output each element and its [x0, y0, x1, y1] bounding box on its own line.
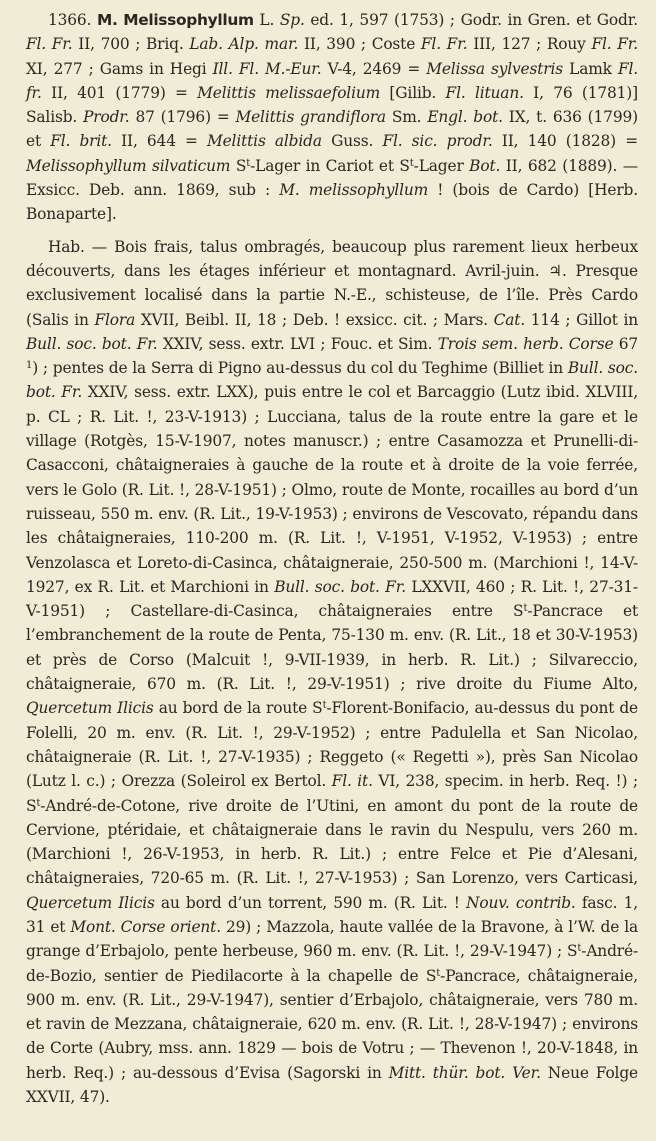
text-run: -Lager	[413, 156, 470, 175]
italic-citation: Fl. fr.	[26, 59, 638, 102]
italic-citation: Fl. Fr.	[420, 35, 468, 54]
text-run: II, 401 (1779) =	[41, 83, 198, 102]
italic-citation: Lab. Alp. mar.	[189, 35, 299, 54]
italic-citation: Fl. Fr.	[26, 35, 73, 54]
text-run: ed. 1, 597 (1753) ; Godr. in Gren. et Godr.	[304, 11, 638, 29]
species-name: Melissophyllum	[123, 11, 254, 29]
text-run: IX, t. 636 (1799) et	[26, 108, 638, 151]
superscript: t	[577, 943, 582, 955]
species-entry	[26, 8, 638, 227]
text-run: V-4, 2469 =	[321, 59, 427, 78]
italic-citation: Prodr.	[83, 108, 130, 127]
text-run: au bord d’un torrent, 590 m. (R. Lit. !	[154, 893, 467, 912]
italic-citation: Quercetum Ilicis	[26, 699, 154, 718]
text-run: 29) ; Mazzola, haute vallée de la Bravone, à l’W. de la grange d’Erbajolo, pente herbeuse, 960 m. env. (R. Lit. !, 29-V-1947) ; S	[26, 917, 639, 961]
italic-citation: Fl. it.	[331, 772, 373, 791]
text-run: -Pancrace, châtaigneraie, 900 m. env. (R. Lit., 29-V-1947), sentier d’Erbajolo, châtaigneraie, vers 780 m. et ravin de Mezzana, châtaigneraie, 620 m. env. (R. Lit. !, 28-V-1947) ; environs de Corte (Aubry, mss. ann. 1829 — bois de Votru ; — Thevenon !, 20-V-1848, in herb. Req.) ; au-dessous d’Evisa (Sagorski in	[26, 966, 638, 1082]
superscript: t	[409, 157, 414, 169]
text-run: -Lager in Cariot et S	[250, 156, 410, 175]
text-run: VI, 238, specim. in herb. Req. !) ; S	[26, 772, 638, 815]
text-run: -André-de-Bozio, sentier de Piedilacorte à la chapelle de S	[26, 942, 638, 985]
habitat-paragraph	[26, 235, 638, 1110]
italic-citation: Bull. soc. bot. Fr.	[274, 577, 406, 596]
italic-citation: Cat.	[493, 310, 526, 329]
italic-citation: Fl. lituan.	[445, 83, 524, 102]
italic-citation: Flora	[94, 310, 136, 329]
text-run: -Florent-Bonifacio, au-dessus du pont de Folelli, 20 m. env. (R. Lit. !, 29-V-1952) ; entre Padulella et San Nicolao, châtaigneraie (R. Lit. !, 27-V-1935) ; Reggeto (« Regetti »), près San Nicolao (Lutz l. c.) ; Orezza (Soleirol ex Bertol.	[26, 699, 638, 791]
italic-citation: Bull. soc. bot. Fr.	[26, 334, 158, 353]
text-run: -Pancrace et l’embranchement de la route de Penta, 75-130 m. env. (R. Lit., 18 et 30-V-1953) et près de Corso (Malcuit !, 9-VII-1939, in herb. R. Lit.) ; Silvareccio, châtaigneraie, 670 m. (R. Lit. !, 29-V-1951) ; rive droite du Fiume Alto,	[26, 602, 638, 694]
superscript: t	[36, 797, 41, 809]
superscript: t	[322, 700, 327, 712]
italic-citation: Mitt. thür. bot. Ver.	[388, 1063, 541, 1082]
text-run: -André-de-Cotone, rive droite de l’Utini, en amont du pont de la route de Cervione, ptéridaie, et châtaigneraie dans le ravin du Nespulu, vers 260 m. (Marchioni !, 26-V-1953, in herb. R. Lit.) ; entre Felce et Pie d’Alesani, châtaigneraies, 720-65 m. (R. Lit. !, 27-V-1953) ; San Lorenzo, vers Carticasi,	[26, 796, 638, 888]
italic-citation: Melittis albida	[206, 132, 322, 151]
text-run: S	[230, 156, 247, 175]
superscript: t	[436, 967, 441, 979]
text-run: Hab. — Bois frais, talus ombragés, beaucoup plus rarement lieux herbeux découverts, dans les étages inférieur et montagnard. Avril-juin. ♃. Presque exclusivement localisé dans la partie N.-E., schisteuse, de l’île. Près Cardo (Salis in	[26, 237, 638, 329]
text-run: II, 390 ; Coste	[298, 35, 421, 54]
text-run: XXIV, sess. extr. LVI ; Fouc. et Sim.	[157, 334, 438, 353]
text-run: I, 76 (1781)] Salisb.	[26, 83, 638, 127]
italic-citation: Sp.	[279, 11, 305, 29]
text-run: 87 (1796) =	[129, 108, 236, 127]
italic-citation: Fl. Fr.	[591, 35, 639, 54]
italic-citation: Fl. brit.	[50, 132, 112, 151]
text-run: II, 644 =	[111, 132, 207, 151]
habitat-text	[26, 238, 638, 1106]
italic-citation: M. melissophyllum	[279, 181, 429, 200]
italic-citation: Bot.	[469, 156, 501, 175]
italic-citation: Mont. Corse orient.	[70, 917, 221, 936]
italic-citation: Engl. bot.	[427, 108, 503, 127]
text-run: ) ; pentes de la Serra di Pigno au-dessus du col du Teghime (Billiet in	[32, 359, 568, 378]
italic-citation: Fl. sic. prodr.	[382, 132, 493, 151]
text-run: ! (bois de Cardo) [Herb. Bonaparte].	[26, 181, 638, 224]
italic-citation: Nouv. contrib.	[466, 893, 576, 912]
italic-citation: Ill. Fl. M.-Eur.	[212, 59, 322, 78]
text-run: Lamk	[563, 59, 618, 78]
text-run: III, 127 ; Rouy	[467, 35, 592, 54]
italic-citation: Melissophyllum silvaticum	[26, 156, 231, 175]
genus-abbrev: M.	[96, 11, 118, 29]
text-run: II, 140 (1828) =	[492, 132, 638, 151]
text-run: XXIV, sess. extr. LXX), puis entre le col et Barcaggio (Lutz ibid. XLVIII, p. CL ; R. Lit. !, 23-V-1913) ; Lucciana, talus de la route entre la gare et le village (Rotgès, 15-V-1907, notes manuscr.) ; entre Casamozza et Prunelli-di-Casacconi, châtaigneraies à gauche de la route et à droite de la voie ferrée, vers le Golo (R. Lit. !, 28-V-1951) ; Olmo, route de Monte, rocailles au bord d’un ruisseau, 550 m. env. (R. Lit., 19-V-1953) ; environs de Vescovato, répandu dans les châtaigneraies, 110-200 m. (R. Lit. !, V-1951, V-1952, V-1953) ; entre Venzolasca et Loreto-di-Casinca, châtaigneraie, 250-500 m. (Marchioni !, 14-V-1927, ex R. Lit. et Marchioni in	[26, 383, 638, 596]
text-run: II, 700 ; Briq.	[72, 35, 190, 54]
text-run: Sm.	[385, 108, 428, 127]
italic-citation: Trois sem. herb. Corse	[437, 334, 614, 353]
superscript: 1	[26, 360, 33, 372]
text-run: Guss.	[321, 132, 383, 151]
italic-citation: Melittis grandiflora	[235, 108, 386, 127]
text-run: 114 ; Gillot in	[525, 310, 638, 329]
entry-citations	[26, 11, 638, 223]
text-run: [Gilib.	[380, 83, 446, 102]
text-run: 67	[613, 334, 639, 353]
text-run: fasc. 1, 31 et	[26, 893, 638, 936]
superscript: t	[523, 603, 528, 615]
text-run: XI, 277 ; Gams in Hegi	[26, 59, 213, 78]
italic-citation: Melissa sylvestris	[426, 59, 564, 78]
italic-citation: Melittis melissaefolium	[197, 83, 381, 102]
text-run: au bord de la route S	[153, 699, 323, 718]
italic-citation: Quercetum Ilicis	[26, 893, 155, 912]
text-run: II, 682 (1889). — Exsicc. Deb. ann. 1869, sub :	[26, 156, 638, 200]
text-run: XVII, Beibl. II, 18 ; Deb. ! exsicc. cit. ; Mars.	[135, 310, 494, 329]
species-number: 1366.	[48, 11, 92, 29]
text-run: Neue Folge XXVII, 47).	[26, 1063, 638, 1107]
text-run: LXXVII, 460 ; R. Lit. !, 27-31-V-1951) ; Castellare-di-Casinca, châtaigneraies entre S	[26, 577, 638, 621]
italic-citation: Bull. soc. bot. Fr.	[26, 359, 638, 402]
superscript: t	[246, 157, 251, 169]
text-run: L.	[253, 11, 280, 29]
